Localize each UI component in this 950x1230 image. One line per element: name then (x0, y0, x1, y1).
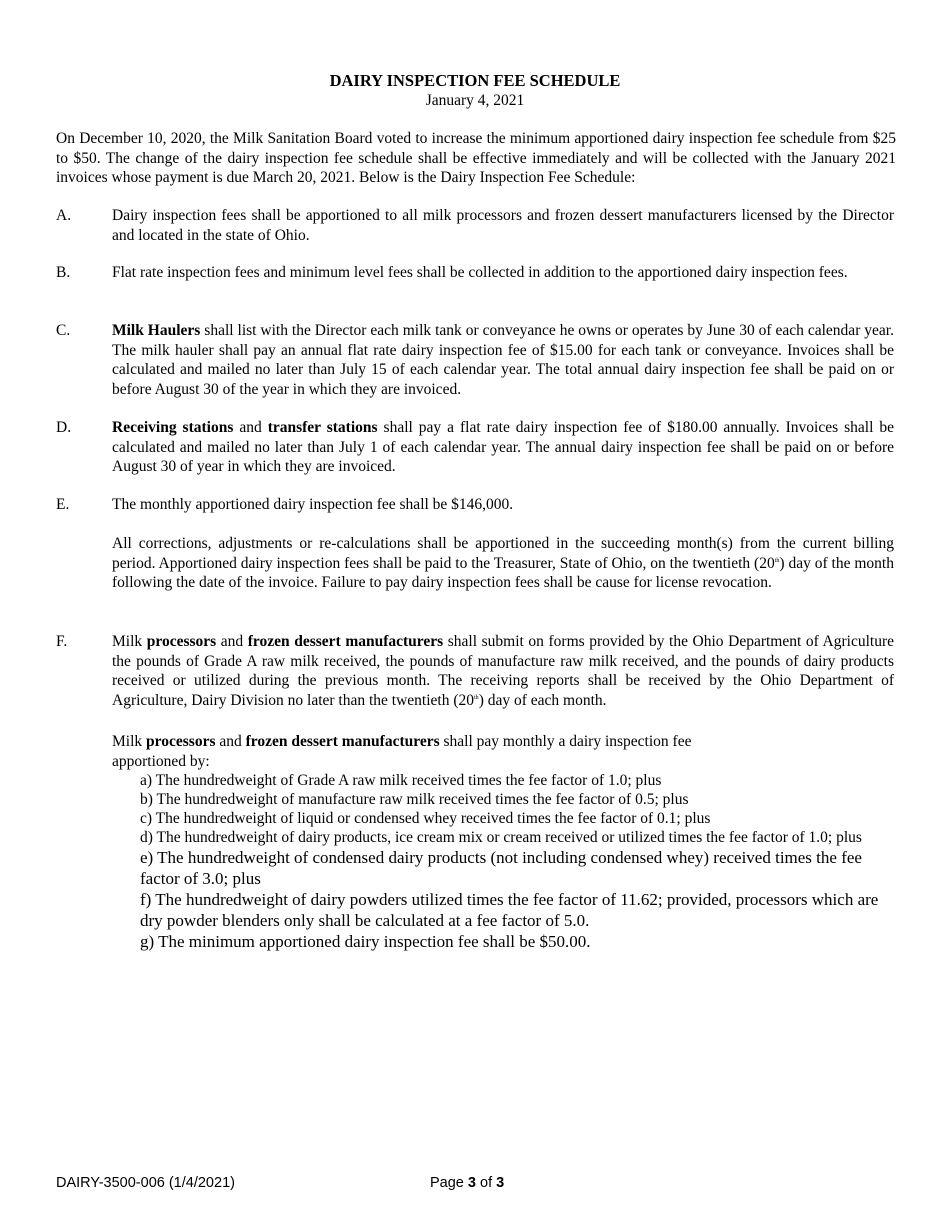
paragraph-text: All corrections, adjustments or re-calculations shall be apportioned in the succeeding month(s) from the current billing period. Apportioned dairy inspection fees shall be paid to the Treasurer, State of Ohio, on the twentieth (20 (112, 535, 894, 572)
item-body-text: shall submit on forms provided by the Ohio Department of Agriculture the pounds of Grade A raw milk received, the pounds of manufacture raw milk received, and the pounds of dairy products received or utilized during the previous month. The receiving reports shall be received by the Ohio Department of Agriculture, Dairy Division no later than the twentieth (20 (112, 633, 894, 709)
item-text (112, 632, 894, 710)
list-item: a) The hundredweight of Grade A raw milk received times the fee factor of 1.0; plus (140, 772, 662, 789)
ordinal-suffix: th (474, 694, 479, 701)
connector-text: and (216, 633, 248, 650)
connector-text: and (233, 419, 268, 436)
item-body-text: ) day of each month. (478, 691, 607, 709)
item-letter: F. (56, 633, 68, 650)
list-item: d) The hundredweight of dairy products, ice cream mix or cream received or utilized times the fee factor of 1.0; plus (140, 829, 862, 846)
item-letter: C. (56, 322, 71, 339)
paragraph-text: shall pay monthly a dairy inspection fee apportioned by: (112, 733, 692, 770)
bold-term: Milk Haulers (112, 322, 201, 339)
fee-factor-list (140, 771, 880, 952)
footer-page-number (430, 1175, 504, 1192)
document-title: DAIRY INSPECTION FEE SCHEDULE (329, 71, 621, 90)
list-item: e) The hundredweight of condensed dairy products (not including condensed whey) received times the fee factor of 3.0; plus (140, 848, 862, 888)
item-text: Flat rate inspection fees and minimum level fees shall be collected in addition to the apportioned dairy inspection fees. (112, 264, 848, 281)
item-letter: D. (56, 419, 72, 436)
bold-term: Receiving stations (112, 419, 234, 436)
lead-text: Milk (112, 633, 147, 650)
item-letter: B. (56, 264, 71, 281)
item-e-paragraph (112, 534, 894, 593)
page-of-label: of (475, 1175, 497, 1191)
list-item: c) The hundredweight of liquid or condensed whey received times the fee factor of 0.1; plus (140, 810, 711, 827)
connector-text: and (215, 733, 246, 750)
item-f-paragraph (112, 732, 762, 771)
item-text: Dairy inspection fees shall be apportioned to all milk processors and frozen dessert manufacturers licensed by the Director and located in the state of Ohio. (112, 207, 894, 244)
bold-term: frozen dessert manufacturers (245, 733, 440, 750)
bold-term: frozen dessert manufacturers (247, 633, 444, 650)
total-pages: 3 (496, 1175, 505, 1191)
item-body-text: shall list with the Director each milk tank or conveyance he owns or operates by June 30 of each calendar year. The milk hauler shall pay an annual flat rate dairy inspection fee of $15.00 for each tank or conveyance. Invoices shall be calculated and mailed no later than July 15 of each calendar year. The total annual dairy inspection fee shall be paid on or before August 30 of the year in which they are invoiced. (112, 322, 894, 398)
item-body-text: shall pay a flat rate dairy inspection fee of $180.00 annually. Invoices shall be calculated and mailed no later than July 1 of each calendar year. The annual dairy inspection fee shall be paid on or before August 30 of year in which they are invoiced. (112, 419, 894, 476)
item-text (112, 321, 894, 399)
footer-form-id: DAIRY-3500-006 (1/4/2021) (56, 1175, 235, 1191)
current-page: 3 (467, 1175, 476, 1191)
document-date: January 4, 2021 (425, 92, 525, 109)
bold-term: processors (146, 733, 216, 750)
page-label: Page (430, 1175, 468, 1191)
item-letter: E. (56, 496, 70, 513)
item-text: The monthly apportioned dairy inspection fee shall be $146,000. (112, 496, 514, 513)
ordinal-suffix: th (774, 557, 780, 564)
lead-text: Milk (112, 733, 147, 750)
list-item: g) The minimum apportioned dairy inspection fee shall be $50.00. (140, 932, 591, 951)
list-item: f) The hundredweight of dairy powders utilized times the fee factor of 11.62; provided, processors which are dry powder blenders only shall be calculated at a fee factor of 5.0. (140, 890, 879, 930)
intro-paragraph: On December 10, 2020, the Milk Sanitation Board voted to increase the minimum apportioned dairy inspection fee schedule from $25 to $50. The change of the dairy inspection fee schedule shall be effective immediately and will be collected with the January 2021 invoices whose payment is due March 20, 2021. Below is the Dairy Inspection Fee Schedule: (56, 130, 896, 187)
bold-term: processors (146, 633, 217, 650)
paragraph-text: ) day of the month following the date of the invoice. Failure to pay dairy inspection fees shall be cause for license revocation. (112, 554, 894, 592)
list-item: b) The hundredweight of manufacture raw milk received times the fee factor of 0.5; plus (140, 791, 689, 808)
bold-term: transfer stations (267, 419, 378, 436)
item-text (112, 418, 894, 477)
item-letter: A. (56, 207, 72, 224)
